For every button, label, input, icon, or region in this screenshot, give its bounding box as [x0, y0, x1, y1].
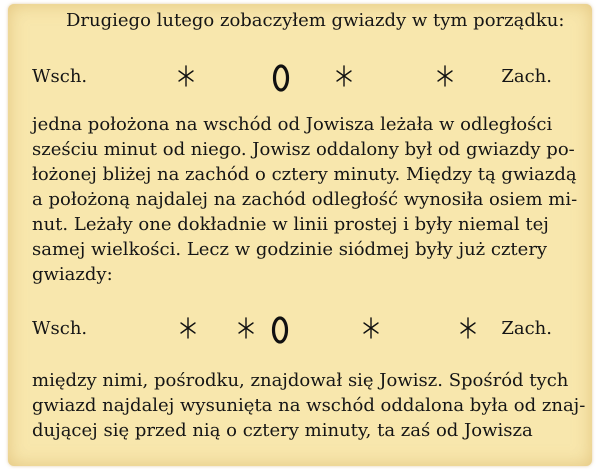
observation-diagram-2 [32, 314, 552, 346]
asterisk-star-icon [176, 62, 196, 90]
text-line: a położoną najdalej na zachód odległość wynosiła osiem mi- [32, 189, 578, 210]
text-line: nut. Leżały one dokładnie w linii prostej i były niemal tej [32, 214, 549, 235]
west-label: Zach. [501, 66, 552, 87]
jupiter-disk-icon [270, 62, 292, 94]
text-line: łożonej bliżej na zachód o cztery minuty. Między tą gwiazdą [32, 164, 577, 185]
asterisk-star-icon [334, 62, 354, 90]
text-line: gwiazdy: [32, 264, 113, 285]
paragraph-2 [32, 368, 586, 443]
paragraph-1 [32, 112, 578, 287]
text-line: sześciu minut od niego. Jowisz oddalony był od gwiazdy po- [32, 139, 575, 160]
text-line: jedna położona na wschód od Jowisza leżała w odległości [32, 114, 553, 135]
heading-line: Drugiego lutego zobaczyłem gwiazdy w tym porządku: [66, 10, 565, 31]
asterisk-star-icon [178, 314, 198, 342]
jupiter-disk-icon [269, 314, 291, 346]
east-label: Wsch. [32, 66, 88, 87]
west-label: Zach. [501, 318, 552, 339]
text-line: gwiazd najdalej wysunięta na wschód oddalona była od znaj- [32, 395, 586, 416]
asterisk-star-icon [458, 314, 478, 342]
observation-diagram-1 [32, 62, 552, 94]
asterisk-star-icon [435, 62, 455, 90]
text-line: dującej się przed nią o cztery minuty, ta zaś od Jowisza [32, 420, 533, 441]
east-label: Wsch. [32, 318, 88, 339]
text-line: między nimi, pośrodku, znajdował się Jowisz. Spośród tych [32, 370, 569, 391]
asterisk-star-icon [236, 314, 256, 342]
text-line: samej wielkości. Lecz w godzinie siódmej były już cztery [32, 239, 548, 260]
asterisk-star-icon [361, 314, 381, 342]
